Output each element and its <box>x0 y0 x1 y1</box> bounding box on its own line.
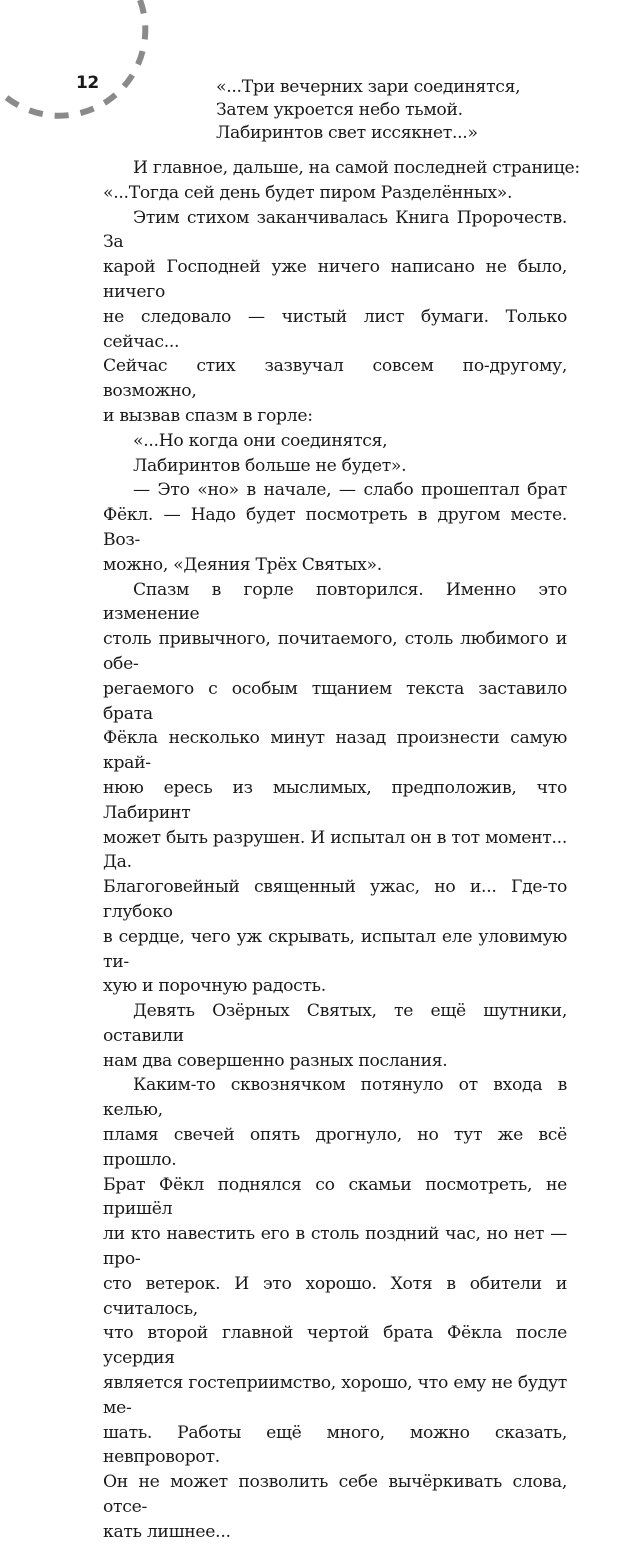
text-line: шать. Работы ещё много, можно сказать, невпроворот. <box>103 1422 567 1468</box>
text-line: хую и порочную радость. <box>103 976 326 997</box>
epigraph-line: «...Три вечерних зари соединятся, <box>216 77 521 97</box>
text-line: может быть разрушен. И испытал он в тот момент... Да. <box>103 827 567 873</box>
text-line: Девять Озёрных Святых, те ещё шутники, оставили <box>103 1001 567 1046</box>
text-line: карой Господней уже ничего написано не было, ничего <box>103 257 567 302</box>
text-line: нюю ересь из мыслимых, предположив, что Лабиринт <box>103 777 567 823</box>
epigraph-line: Затем укроется небо тьмой. <box>216 100 463 120</box>
text-line: в сердце, чего уж скрывать, испытал еле уловимую ти- <box>103 926 567 972</box>
page-number: 12 <box>76 73 99 93</box>
text-line: нам два совершенно разных послания. <box>103 1050 448 1071</box>
text-line: кать лишнее... <box>103 1521 231 1542</box>
dashed-circle-arc-icon <box>0 0 160 120</box>
text-line: Лабиринтов больше не будет». <box>133 455 407 476</box>
text-line: Благоговейный священный ужас, но и... Где-то глубоко <box>103 877 567 922</box>
text-line: Сейчас стих зазвучал совсем по-другому, возможно, <box>103 356 567 402</box>
epigraph-line: Лабиринтов свет иссякнет...» <box>216 123 478 143</box>
text-line: Фёкл. — Надо будет посмотреть в другом месте. Воз- <box>103 505 567 550</box>
text-line: Брат Фёкл поднялся со скамьи посмотреть, не пришёл <box>103 1174 567 1220</box>
text-line: можно, «Деяния Трёх Святых». <box>103 554 382 575</box>
text-line: что второй главной чертой брата Фёкла после усердия <box>103 1323 567 1369</box>
text-line: И главное, дальше, на самой последней странице: <box>133 158 580 178</box>
text-line: ли кто навестить его в столь поздний час, но нет — про- <box>103 1224 567 1270</box>
body-text <box>103 156 580 1545</box>
text-line: пламя свечей опять дрогнуло, но тут же всё прошло. <box>103 1125 567 1170</box>
text-line: Спазм в горле повторился. Именно это изменение <box>103 579 567 625</box>
text-line: «...Тогда сей день будет пиром Разделённых». <box>103 182 513 203</box>
text-line: и вызвав спазм в горле: <box>103 405 313 426</box>
text-line: Каким-то сквознячком потянуло от входа в келью, <box>103 1075 567 1121</box>
text-line: «...Но когда они соединятся, <box>133 430 388 451</box>
text-line: сто ветерок. И это хорошо. Хотя в обители и считалось, <box>103 1273 567 1319</box>
text-line: Он не может позволить себе вычёркивать слова, отсе- <box>103 1472 567 1518</box>
text-line: не следовало — чистый лист бумаги. Только сейчас... <box>103 306 567 352</box>
text-line: столь привычного, почитаемого, столь любимого и обе- <box>103 629 567 674</box>
text-line: Этим стихом заканчивалась Книга Пророчеств. За <box>103 207 567 253</box>
text-line: регаемого с особым тщанием текста заставило брата <box>103 678 567 724</box>
text-line: является гостеприимство, хорошо, что ему не будут ме- <box>103 1373 567 1418</box>
text-line: — Это «но» в начале, — слабо прошептал брат <box>133 480 567 501</box>
text-line: Фёкла несколько минут назад произнести самую край- <box>103 728 567 774</box>
epigraph <box>216 76 520 145</box>
